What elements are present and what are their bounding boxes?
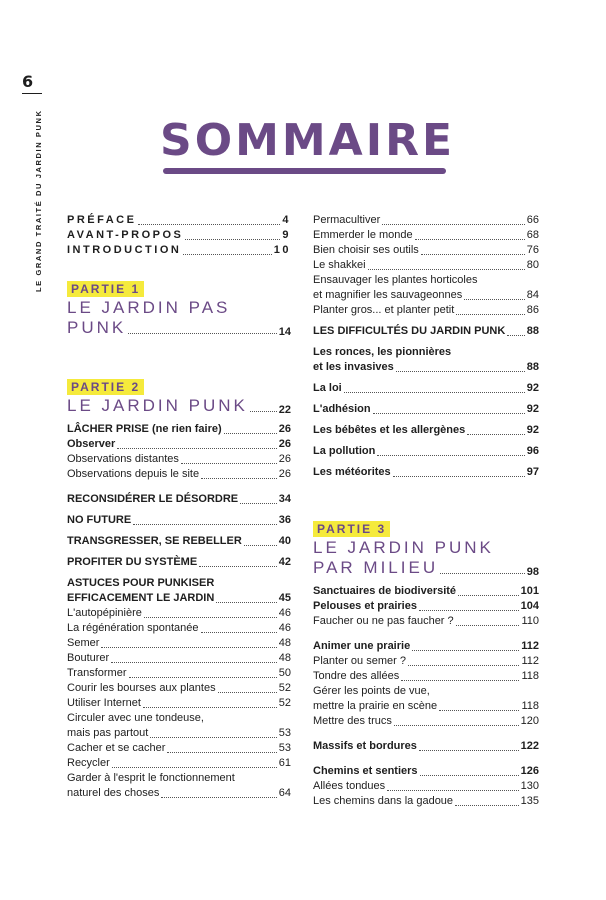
toc-left-column: [67, 213, 291, 801]
toc-entry[interactable]: Emmerder le monde 68: [313, 229, 539, 241]
toc-entry[interactable]: RECONSIDÉRER LE DÉSORDRE 34: [67, 493, 291, 505]
running-head: [33, 96, 41, 296]
toc-entry[interactable]: LÂCHER PRISE (ne rien faire) 26: [67, 423, 291, 435]
running-head-text: LE GRAND TRAITÉ DU JARDIN PUNK: [34, 109, 43, 292]
toc-entry[interactable]: Les bébêtes et les allergènes 92: [313, 424, 539, 436]
toc-entry[interactable]: Le shakkei 80: [313, 259, 539, 271]
toc-entry[interactable]: INTRODUCTION 10: [67, 244, 291, 256]
toc-entry[interactable]: Utiliser Internet 52: [67, 697, 291, 709]
toc-entry[interactable]: et les invasives 88: [313, 361, 539, 373]
toc-entry[interactable]: LES DIFFICULTÉS DU JARDIN PUNK 88: [313, 325, 539, 337]
toc-entry[interactable]: Transformer 50: [67, 667, 291, 679]
toc-entry[interactable]: La loi 92: [313, 382, 539, 394]
toc-entry[interactable]: PROFITER DU SYSTÈME 42: [67, 556, 291, 568]
toc-entry-line1[interactable]: Les ronces, les pionnières: [313, 346, 452, 358]
part-3-title-line2[interactable]: PAR MILIEU 98: [313, 558, 539, 578]
part-3-title-line1[interactable]: LE JARDIN PUNK: [313, 538, 494, 557]
toc-entry[interactable]: EFFICACEMENT LE JARDIN 45: [67, 592, 291, 604]
toc-entry[interactable]: Les chemins dans la gadoue 135: [313, 795, 539, 807]
toc-right-column: [313, 213, 539, 809]
toc-entry[interactable]: Les météorites 97: [313, 466, 539, 478]
toc-entry[interactable]: Allées tondues 130: [313, 780, 539, 792]
toc-entry[interactable]: Recycler 61: [67, 757, 291, 769]
toc-entry[interactable]: Semer 48: [67, 637, 291, 649]
part-1-title-line1[interactable]: LE JARDIN PAS: [67, 298, 231, 317]
toc-entry-line1[interactable]: Ensauvager les plantes horticoles: [313, 274, 478, 286]
toc-entry[interactable]: Chemins et sentiers 126: [313, 765, 539, 777]
toc-entry[interactable]: naturel des choses 64: [67, 787, 291, 799]
toc-entry[interactable]: Tondre des allées 118: [313, 670, 539, 682]
toc-entry[interactable]: L'adhésion 92: [313, 403, 539, 415]
toc-entry-line1[interactable]: ASTUCES POUR PUNKISER: [67, 577, 215, 589]
toc-entry[interactable]: Animer une prairie 112: [313, 640, 539, 652]
toc-entry[interactable]: NO FUTURE 36: [67, 514, 291, 526]
toc-entry[interactable]: Faucher ou ne pas faucher ? 110: [313, 615, 539, 627]
toc-entry[interactable]: PRÉFACE 4: [67, 214, 291, 226]
toc-entry[interactable]: Bien choisir ses outils 76: [313, 244, 539, 256]
part-2-badge: PARTIE 2: [67, 378, 291, 396]
toc-entry[interactable]: La pollution 96: [313, 445, 539, 457]
toc-entry[interactable]: Courir les bourses aux plantes 52: [67, 682, 291, 694]
toc-entry[interactable]: Observations depuis le site 26: [67, 468, 291, 480]
toc-entry[interactable]: mettre la prairie en scène 118: [313, 700, 539, 712]
toc-entry[interactable]: mais pas partout 53: [67, 727, 291, 739]
title-underline: [163, 168, 446, 174]
page-title: SOMMAIRE: [160, 115, 456, 166]
toc-entry[interactable]: Cacher et se cacher 53: [67, 742, 291, 754]
toc-entry[interactable]: Observer 26: [67, 438, 291, 450]
part-1-badge: PARTIE 1: [67, 280, 291, 298]
toc-entry-line1[interactable]: Circuler avec une tondeuse,: [67, 712, 204, 724]
toc-entry[interactable]: Pelouses et prairies 104: [313, 600, 539, 612]
toc-entry[interactable]: Bouturer 48: [67, 652, 291, 664]
toc-entry[interactable]: et magnifier les sauvageonnes 84: [313, 289, 539, 301]
toc-entry[interactable]: Mettre des trucs 120: [313, 715, 539, 727]
toc-entry[interactable]: AVANT-PROPOS 9: [67, 229, 291, 241]
part-1-title-line2[interactable]: PUNK 14: [67, 318, 291, 338]
toc-entry[interactable]: Permacultiver 66: [313, 214, 539, 226]
toc-entry[interactable]: TRANSGRESSER, SE REBELLER 40: [67, 535, 291, 547]
toc-entry[interactable]: Massifs et bordures 122: [313, 740, 539, 752]
running-head-rule: [22, 93, 42, 94]
toc-entry-line1[interactable]: Gérer les points de vue,: [313, 685, 430, 697]
page-number: 6: [22, 72, 34, 91]
toc-entry[interactable]: L'autopépinière 46: [67, 607, 291, 619]
toc-entry[interactable]: Sanctuaires de biodiversité 101: [313, 585, 539, 597]
toc-entry[interactable]: Observations distantes 26: [67, 453, 291, 465]
part-3-badge: PARTIE 3: [313, 520, 539, 538]
toc-entry-line1[interactable]: Garder à l'esprit le fonctionnement: [67, 772, 235, 784]
toc-entry[interactable]: Planter gros... et planter petit 86: [313, 304, 539, 316]
toc-entry[interactable]: La régénération spontanée 46: [67, 622, 291, 634]
toc-entry[interactable]: Planter ou semer ? 112: [313, 655, 539, 667]
part-2-title[interactable]: LE JARDIN PUNK 22: [67, 396, 291, 416]
